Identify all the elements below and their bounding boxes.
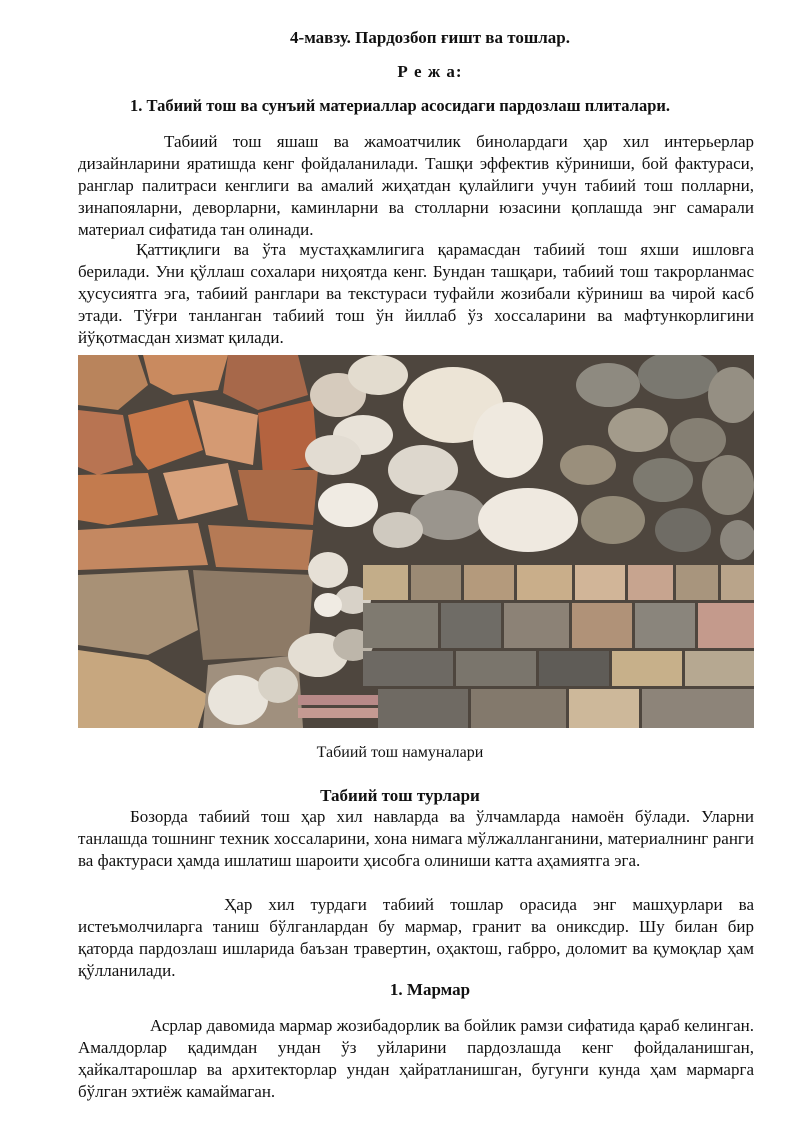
stone-samples-photo — [78, 355, 754, 728]
stone-types-heading: Табиий тош турлари — [320, 786, 480, 805]
photo-caption: Табиий тош намуналари — [316, 744, 484, 761]
paragraph-natural-stone-usage: Табиий тош яшаш ва жамоатчилик бинолардаги ҳар хил интерьерлар дизайнларини яратишда кенг фойдаланилади. Ташқи эффектив кўриниши, бой фактураси, ранглар палитраси кенглиги ва амалий жиҳатдан қулайлиги учун табиий тош полларни, зинапояларни, деворларни, каминларни ва столларни юзасини қоплашда энг самарали материал сифатида тан олинади. — [78, 132, 754, 239]
paragraph-market-selection: Бозорда табиий тош ҳар хил навларда ва ўлчамларда намоён бўлади. Уларни танлашда тошнинг техник хоссаларини, хона нимага мўлжалланганини, материалнинг ранги ва фактураси ҳамда ишлатиш шароити ҳисобга олиниши катта аҳамиятга эга. — [78, 807, 754, 870]
topic-title: 4-мавзу. Пардозбоп ғишт ва тошлар. — [290, 28, 570, 47]
rectangular-tiles — [298, 565, 754, 728]
paragraph-stone-properties: Қаттиқлиги ва ўта мустаҳкамлигига қарамасдан табиий тош яхши ишловга берилади. Уни қўллаш сохалари ниҳоятда кенг. Бундан ташқари, табиий тош такрорланмас ҳусусиятга эга, табиий ранглари ва текстураси туфайли жозибали кўриниш ва чирой касб этади. Тўғри танланган табиий тош ўн йиллаб ўз хоссаларини ва мафтункорлигини йўқотмасдан хизмат қилади. — [78, 240, 754, 347]
marble-heading: 1. Мармар — [389, 980, 471, 999]
stone-samples-illustration — [78, 355, 754, 728]
paragraph-marble: Асрлар давомида мармар жозибадорлик ва бойлик рамзи сифатида қараб келинган. Амалдорлар қадимдан ундан ўз уйларини пардозлашда кенг фойдаланишган, ҳайкалтарошлар ва архитекторлар ундан ҳайратланишган, бугунги кунда ҳам мармарга бўлган эхтиёж камаймаган. — [78, 1016, 754, 1101]
paragraph-popular-stones: Ҳар хил турдаги табиий тошлар орасида энг машҳурлари ва истеъмолчиларга таниш бўлганлардан бу мармар, гранит ва ониксдир. Шу билан бир қаторда пардозлаш ишларида баъзан травертин, оҳактош, габрро, доломит ва қумоқлар ҳам қўлланилади. — [78, 895, 754, 980]
section-heading: 1. Табиий тош ва сунъий материаллар асосидаги пардозлаш плиталари. — [129, 96, 671, 115]
plan-heading: Р е ж а: — [397, 62, 463, 81]
